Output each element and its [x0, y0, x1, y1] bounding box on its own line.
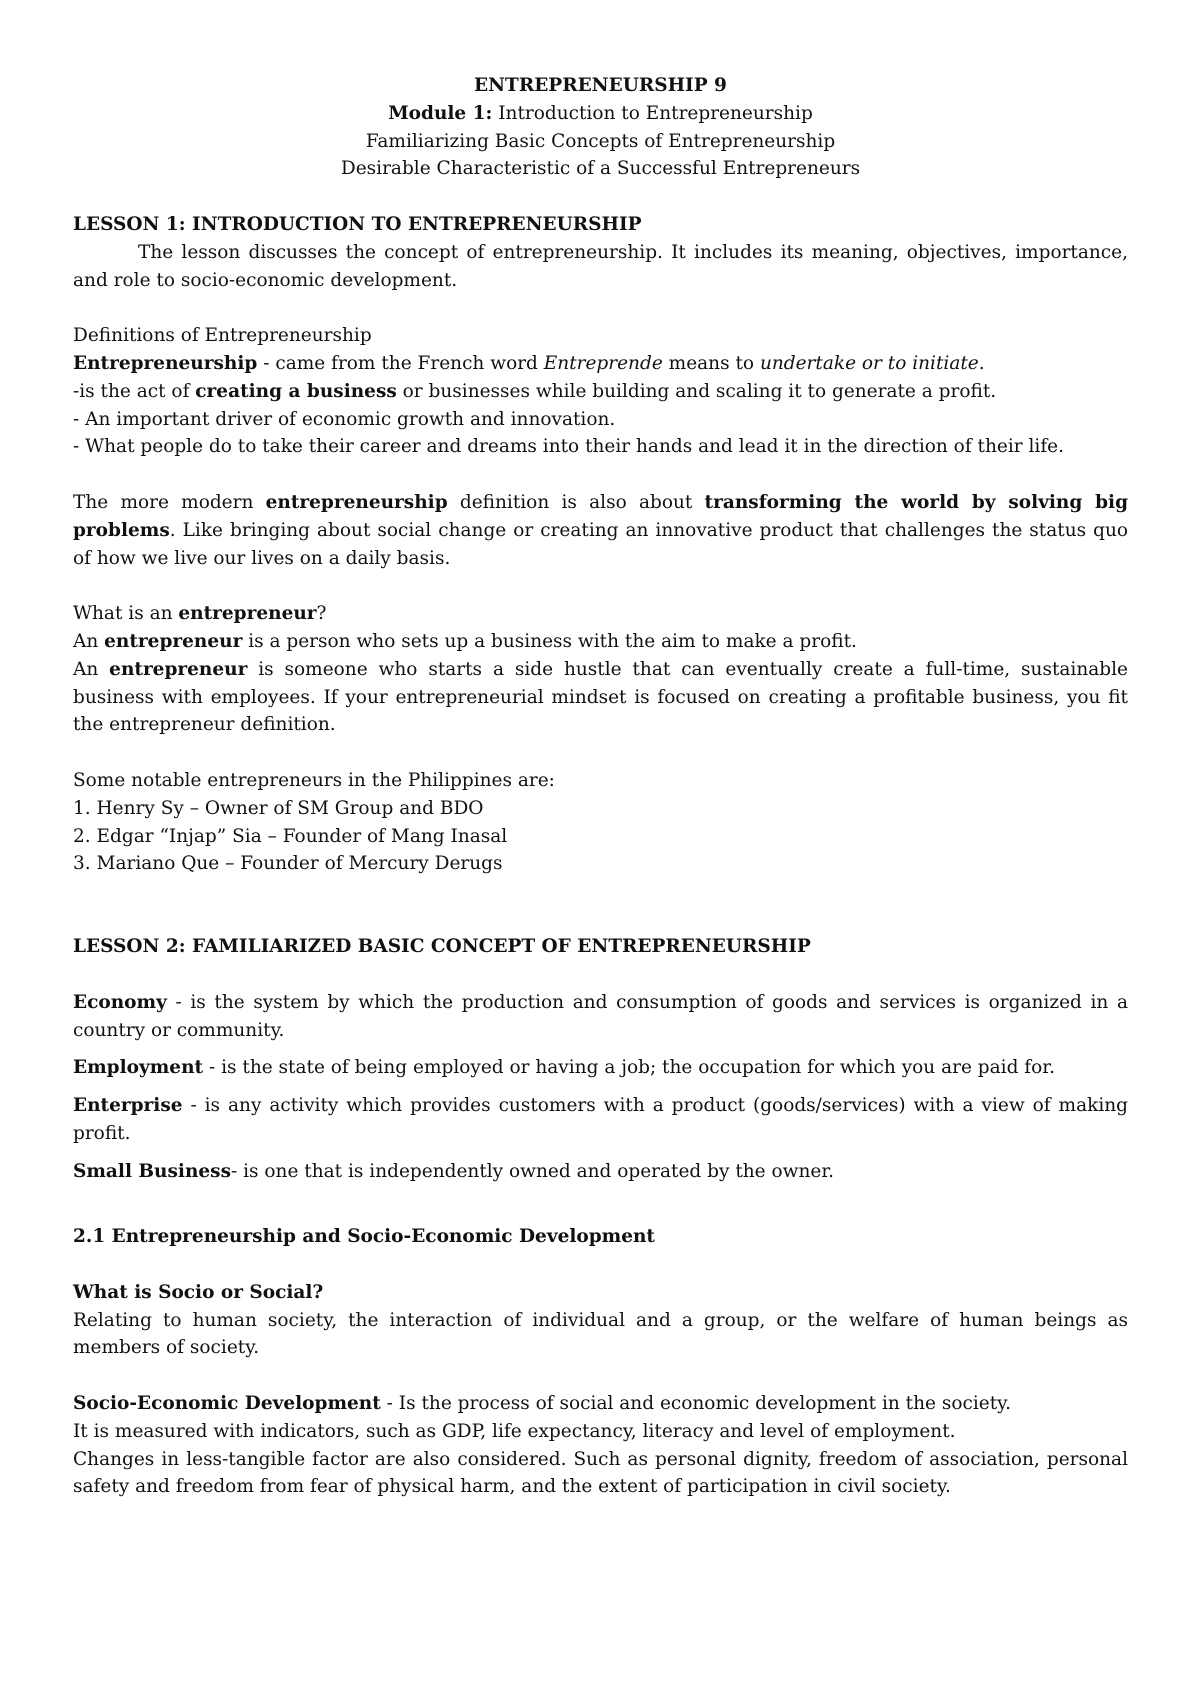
definition-text-b: means to	[662, 352, 760, 374]
list-item: 2. Edgar “Injap” Sia – Founder of Mang Inasal	[73, 825, 508, 847]
entrepreneur-answer-1	[73, 628, 1128, 656]
definition-2-text-a: -is the act of	[73, 380, 196, 402]
socio-question: What is Socio or Social?	[73, 1281, 324, 1303]
term-label: Economy	[73, 991, 167, 1013]
term-definition: - is the system by which the production and consumption of goods and services is organized in a country or community.	[73, 991, 1128, 1041]
term-small-business	[73, 1158, 1128, 1186]
modern-definition	[73, 489, 1128, 572]
answer-1-bold: entrepreneur	[104, 630, 243, 652]
socio-definition: Relating to human society, the interaction of individual and a group, or the welfare of human beings as members of society.	[73, 1309, 1128, 1359]
modern-bold-1: entrepreneurship	[265, 491, 448, 513]
subtitle-line-3: Desirable Characteristic of a Successful Entrepreneurs	[340, 158, 861, 180]
lesson2-heading: LESSON 2: FAMILIARIZED BASIC CONCEPT OF ENTREPRENEURSHIP	[73, 936, 811, 958]
list-item: 1. Henry Sy – Owner of SM Group and BDO	[73, 797, 484, 819]
answer-2-text-a: An	[73, 658, 110, 680]
definition-3: - An important driver of economic growth and innovation.	[73, 408, 616, 430]
answer-1-text-a: An	[73, 630, 105, 652]
module-label: Module 1:	[388, 102, 493, 124]
subsection-heading: 2.1 Entrepreneurship and Socio-Economic Development	[73, 1226, 655, 1248]
sed-term: Socio-Economic Development	[73, 1393, 381, 1415]
modern-text-a: The more modern	[73, 491, 266, 513]
answer-2-text-b: is someone who starts a side hustle that can eventually create a full-time, sustainable business with employees. If your entrepreneurial mindset is focused on creating a profitable business, you fit the entrepreneur definition.	[73, 658, 1128, 736]
definition-2-bold: creating a business	[195, 380, 397, 402]
modern-text-b: definition is also about	[447, 491, 705, 513]
lesson1-intro: The lesson discusses the concept of entrepreneurship. It includes its meaning, objectives, importance, and role to socio-economic development.	[73, 241, 1128, 291]
definition-french-word: Entreprende	[543, 352, 663, 374]
sed-definition	[73, 1390, 1128, 1418]
definition-meaning: undertake or to initiate	[759, 352, 979, 374]
definition-4: - What people do to take their career and dreams into their hands and lead it in the direction of their life.	[73, 436, 1064, 458]
module-line	[73, 100, 1128, 128]
lesson1-heading: LESSON 1: INTRODUCTION TO ENTREPRENEURSHIP	[73, 213, 642, 235]
definition-2-text-b: or businesses while building and scaling it to generate a profit.	[396, 380, 997, 402]
course-title: ENTREPRENEURSHIP 9	[474, 75, 727, 96]
term-definition: - is the state of being employed or having a job; the occupation for which you are paid for.	[203, 1057, 1055, 1079]
modern-bold-2: transforming the world by solving big problems	[73, 491, 1129, 541]
question-text-b: ?	[316, 603, 327, 625]
term-definition: - is any activity which provides customers with a product (goods/services) with a view of making profit.	[73, 1095, 1128, 1144]
question-bold: entrepreneur	[178, 603, 317, 625]
definition-term: Entrepreneurship	[73, 352, 258, 374]
sed-line-2: It is measured with indicators, such as GDP, life expectancy, literacy and level of employment.	[73, 1420, 956, 1442]
question-text-a: What is an	[73, 603, 179, 625]
term-label: Employment	[73, 1057, 204, 1079]
term-economy	[73, 989, 1128, 1045]
term-employment	[73, 1054, 1128, 1082]
subtitle-line-2: Familiarizing Basic Concepts of Entrepreneurship	[365, 130, 836, 152]
sed-def-text: - Is the process of social and economic development in the society.	[380, 1393, 1012, 1415]
notable-label: Some notable entrepreneurs in the Philippines are:	[73, 769, 555, 791]
sed-line-3: Changes in less-tangible factor are also considered. Such as personal dignity, freedom of association, personal safety and freedom from fear of physical harm, and the extent of participation in civil society.	[73, 1448, 1128, 1498]
module-title: Introduction to Entrepreneurship	[492, 102, 813, 124]
definition-text-c: .	[978, 352, 985, 374]
definition-text-a: - came from the French word	[257, 352, 544, 374]
definitions-label: Definitions of Entrepreneurship	[73, 325, 372, 347]
entrepreneur-question	[73, 600, 1128, 628]
modern-text-c: . Like bringing about social change or creating an innovative product that challenges the status quo of how we live our lives on a daily basis.	[73, 519, 1128, 569]
term-definition: - is one that is independently owned and operated by the owner.	[231, 1160, 835, 1182]
term-label: Enterprise	[73, 1095, 183, 1117]
term-label: Small Business	[73, 1160, 231, 1182]
answer-1-text-b: is a person who sets up a business with the aim to make a profit.	[242, 630, 857, 652]
term-enterprise	[73, 1092, 1128, 1148]
definition-2	[73, 378, 1128, 406]
answer-2-bold: entrepreneur	[109, 658, 248, 680]
list-item: 3. Mariano Que – Founder of Mercury Derugs	[73, 853, 503, 875]
definition-1	[73, 350, 1128, 378]
entrepreneur-answer-2	[73, 656, 1128, 739]
